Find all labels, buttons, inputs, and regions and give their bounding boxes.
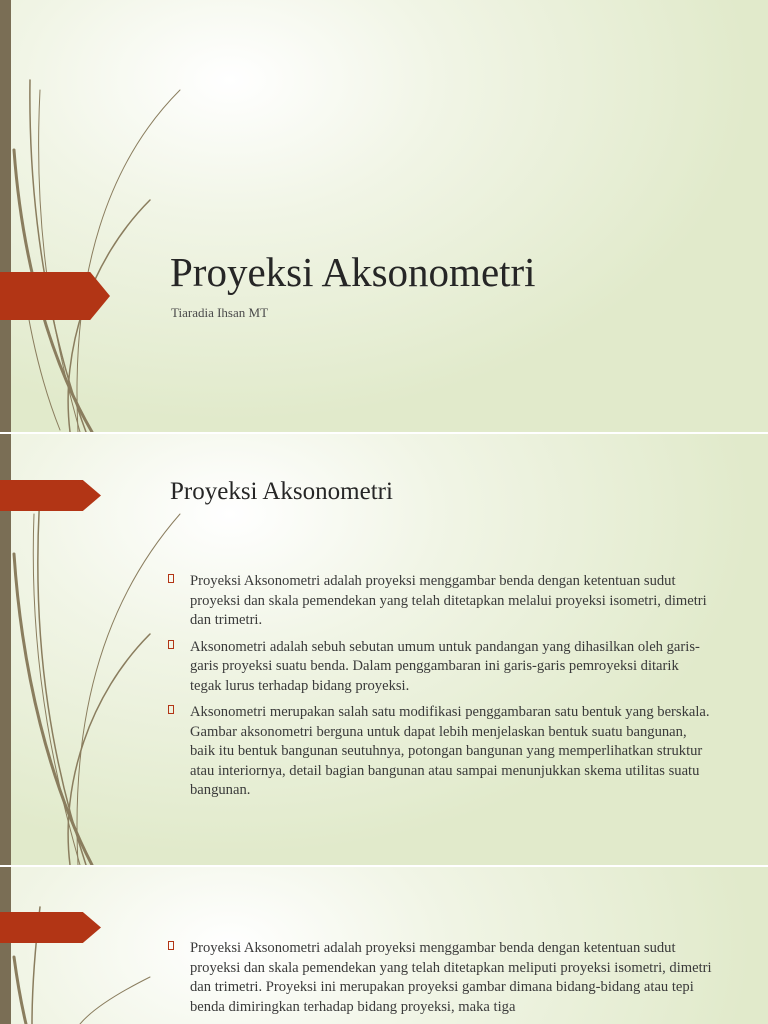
accent-tab-marker — [0, 480, 101, 511]
bullet-text: Aksonometri merupakan salah satu modifikasi penggambaran satu bentuk yang berskala. Gambar aksonometri berguna untuk dapat lebih menjelaskan bentuk suatu bangunan, baik itu bentuk bangunan seutuhnya, potongan bangunan yang memperlihatkan struktur atau interiornya, detail bagian bangunan atau sampai menunjukkan skema utilitas suatu bangunan. — [190, 704, 710, 798]
bullet-icon — [168, 574, 174, 583]
presentation-title: Proyeksi Aksonometri — [170, 249, 536, 295]
slide-content-2 — [0, 867, 768, 1024]
bullet-icon — [168, 640, 174, 649]
slide-heading: Proyeksi Aksonometri — [170, 478, 393, 505]
bullet-item — [168, 572, 713, 631]
bullet-text: Aksonometri adalah sebuh sebutan umum untuk pandangan yang dihasilkan oleh garis-garis proyeksi suatu benda. Dalam penggambaran ini garis-garis pemroyeksi ditarik tegak lurus terhadap bidang proyeksi. — [190, 638, 700, 694]
bullet-list — [168, 572, 713, 808]
bullet-list — [168, 939, 713, 1024]
accent-tab-marker — [0, 912, 101, 943]
bullet-icon — [168, 705, 174, 714]
bullet-icon — [168, 941, 174, 950]
bullet-item — [168, 638, 713, 697]
slide-title — [0, 0, 768, 432]
bullet-item — [168, 939, 713, 1017]
presentation-author: Tiaradia Ihsan MT — [171, 305, 269, 320]
decorative-swirl — [0, 0, 200, 432]
bullet-text: Proyeksi Aksonometri adalah proyeksi menggambar benda dengan ketentuan sudut proyeksi dan skala pemendekan yang telah ditetapkan melalui proyeksi isometri, dimetri dan trimetri. — [190, 573, 707, 628]
bullet-text: Proyeksi Aksonometri adalah proyeksi menggambar benda dengan ketentuan sudut proyeksi dan skala pemendekan yang telah ditetapkan meliputi proyeksi isometri, dimetri dan trimetri. Proyeksi ini merupakan proyeksi gambar dimana bidang-bidang atau tepi benda dimiringkan terhadap bidang proyeksi, maka tiga — [190, 940, 712, 1015]
bullet-item — [168, 703, 713, 801]
slide-content-1 — [0, 434, 768, 865]
accent-tab-marker — [0, 272, 110, 320]
